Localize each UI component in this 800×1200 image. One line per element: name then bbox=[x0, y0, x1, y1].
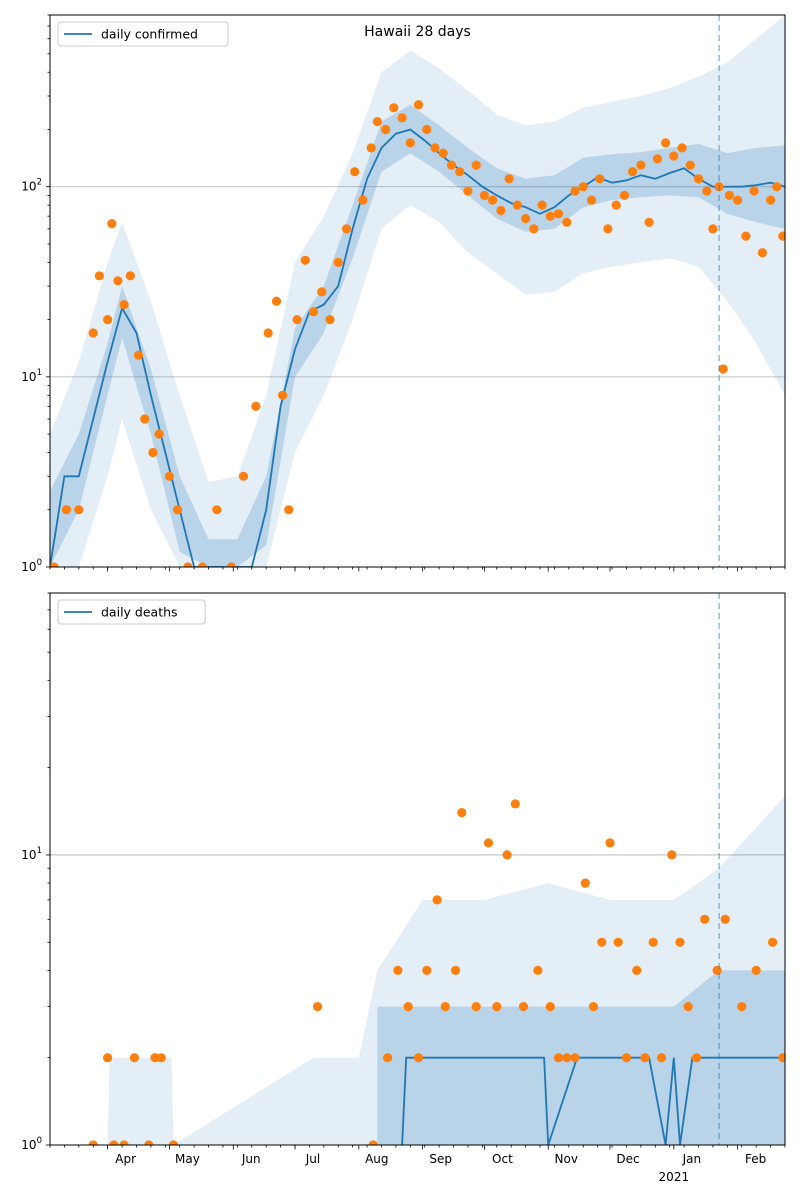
data-point bbox=[708, 224, 717, 233]
data-point bbox=[165, 472, 174, 481]
data-point bbox=[62, 505, 71, 514]
data-point bbox=[239, 472, 248, 481]
data-point bbox=[519, 1002, 528, 1011]
data-point bbox=[678, 143, 687, 152]
data-point bbox=[737, 1002, 746, 1011]
data-point bbox=[492, 1002, 501, 1011]
data-point bbox=[350, 167, 359, 176]
data-point bbox=[538, 201, 547, 210]
y-tick-label-base: 10 bbox=[21, 847, 37, 862]
data-point bbox=[393, 966, 402, 975]
data-point bbox=[472, 161, 481, 170]
data-point bbox=[430, 143, 439, 152]
data-point bbox=[140, 414, 149, 423]
data-point bbox=[778, 232, 787, 241]
data-point bbox=[455, 167, 464, 176]
legend bbox=[58, 600, 205, 624]
data-point bbox=[546, 1002, 555, 1011]
data-point bbox=[636, 161, 645, 170]
data-point bbox=[148, 448, 157, 457]
data-point bbox=[212, 505, 221, 514]
y-tick-label-exponent: 0 bbox=[36, 558, 42, 568]
data-point bbox=[612, 201, 621, 210]
data-point bbox=[496, 206, 505, 215]
data-point bbox=[157, 1053, 166, 1062]
data-point bbox=[562, 218, 571, 227]
data-point bbox=[725, 191, 734, 200]
x-tick-label: Sep bbox=[429, 1152, 452, 1166]
data-point bbox=[686, 161, 695, 170]
data-point bbox=[694, 174, 703, 183]
plot-area bbox=[50, 593, 788, 1150]
data-point bbox=[130, 1053, 139, 1062]
data-point bbox=[317, 287, 326, 296]
data-point bbox=[457, 808, 466, 817]
data-point bbox=[293, 315, 302, 324]
data-point bbox=[74, 505, 83, 514]
data-point bbox=[700, 915, 709, 924]
data-point bbox=[278, 391, 287, 400]
data-point bbox=[484, 838, 493, 847]
data-point bbox=[669, 151, 678, 160]
data-point bbox=[383, 1053, 392, 1062]
data-point bbox=[533, 966, 542, 975]
y-tick-label bbox=[21, 1136, 42, 1152]
data-point bbox=[620, 191, 629, 200]
data-point bbox=[719, 364, 728, 373]
data-point bbox=[529, 224, 538, 233]
data-point bbox=[597, 938, 606, 947]
x-tick-label: Jun bbox=[241, 1152, 261, 1166]
data-point bbox=[750, 186, 759, 195]
data-point bbox=[589, 1002, 598, 1011]
data-point bbox=[301, 256, 310, 265]
y-tick-label bbox=[21, 368, 42, 384]
data-point bbox=[768, 938, 777, 947]
data-point bbox=[414, 100, 423, 109]
data-point bbox=[603, 224, 612, 233]
data-point bbox=[752, 966, 761, 975]
legend-label: daily deaths bbox=[101, 604, 178, 620]
x-tick-label: Dec bbox=[616, 1152, 640, 1166]
data-point bbox=[778, 1053, 787, 1062]
legend bbox=[58, 22, 228, 46]
data-point bbox=[772, 182, 781, 191]
data-point bbox=[398, 113, 407, 122]
x-tick-label: Oct bbox=[492, 1152, 513, 1166]
data-point bbox=[389, 103, 398, 112]
data-point bbox=[342, 224, 351, 233]
y-tick-label-exponent: 1 bbox=[36, 367, 42, 378]
y-tick-label bbox=[21, 558, 42, 574]
data-point bbox=[605, 838, 614, 847]
data-point bbox=[284, 505, 293, 514]
data-point bbox=[264, 328, 273, 337]
y-tick-label-base: 10 bbox=[21, 1138, 37, 1152]
data-point bbox=[381, 125, 390, 134]
data-point bbox=[472, 1002, 481, 1011]
data-point bbox=[126, 271, 135, 280]
data-point bbox=[713, 966, 722, 975]
data-point bbox=[632, 966, 641, 975]
data-point bbox=[309, 307, 318, 316]
data-point bbox=[120, 300, 129, 309]
y-tick-label-exponent: 1 bbox=[36, 845, 42, 856]
data-point bbox=[579, 182, 588, 191]
data-point bbox=[661, 138, 670, 147]
y-tick-label-exponent: 0 bbox=[36, 1136, 42, 1146]
data-point bbox=[766, 196, 775, 205]
panel-2 bbox=[21, 593, 787, 1184]
data-point bbox=[554, 209, 563, 218]
data-point bbox=[667, 850, 676, 859]
data-point bbox=[640, 1053, 649, 1062]
data-point bbox=[433, 895, 442, 904]
data-point bbox=[373, 117, 382, 126]
x-tick-label: May bbox=[175, 1152, 200, 1166]
data-point bbox=[570, 186, 579, 195]
data-point bbox=[702, 186, 711, 195]
data-point bbox=[562, 1053, 571, 1062]
chart-title: Hawaii 28 days bbox=[364, 24, 471, 40]
data-point bbox=[554, 1053, 563, 1062]
data-point bbox=[758, 248, 767, 257]
band-95-area bbox=[50, 15, 785, 567]
data-point bbox=[358, 196, 367, 205]
data-point bbox=[488, 196, 497, 205]
y-tick-label bbox=[21, 178, 42, 194]
data-point bbox=[570, 1053, 579, 1062]
data-point bbox=[422, 966, 431, 975]
legend-label: daily confirmed bbox=[101, 26, 198, 42]
x-year-label: 2021 bbox=[658, 1170, 690, 1184]
data-point bbox=[741, 232, 750, 241]
x-tick-label: Apr bbox=[115, 1152, 137, 1166]
data-point bbox=[675, 938, 684, 947]
data-point bbox=[692, 1053, 701, 1062]
data-point bbox=[733, 196, 742, 205]
data-point bbox=[439, 149, 448, 158]
data-point bbox=[95, 271, 104, 280]
data-point bbox=[422, 125, 431, 134]
data-point bbox=[251, 402, 260, 411]
data-point bbox=[622, 1053, 631, 1062]
data-point bbox=[334, 258, 343, 267]
y-tick-label-base: 10 bbox=[21, 560, 37, 574]
data-point bbox=[89, 328, 98, 337]
data-point bbox=[451, 966, 460, 975]
x-tick-label: Jan bbox=[682, 1152, 702, 1166]
data-point bbox=[103, 1053, 112, 1062]
data-point bbox=[414, 1053, 423, 1062]
data-point bbox=[406, 138, 415, 147]
data-point bbox=[657, 1053, 666, 1062]
y-tick-label bbox=[21, 846, 42, 862]
data-point bbox=[404, 1002, 413, 1011]
data-point bbox=[503, 850, 512, 859]
data-point bbox=[325, 315, 334, 324]
data-point bbox=[480, 191, 489, 200]
data-point bbox=[721, 915, 730, 924]
x-tick-label: Feb bbox=[745, 1152, 767, 1166]
panel-1 bbox=[21, 15, 787, 574]
plot-area bbox=[50, 15, 788, 572]
x-tick-label: Jul bbox=[305, 1152, 321, 1166]
x-tick-label: Aug bbox=[365, 1152, 389, 1166]
data-point bbox=[511, 799, 520, 808]
data-point bbox=[447, 161, 456, 170]
data-point bbox=[367, 143, 376, 152]
data-point bbox=[103, 315, 112, 324]
data-point bbox=[645, 218, 654, 227]
data-point bbox=[521, 214, 530, 223]
data-point bbox=[595, 174, 604, 183]
data-point bbox=[649, 938, 658, 947]
data-point bbox=[272, 297, 281, 306]
data-point bbox=[653, 154, 662, 163]
y-tick-label-base: 10 bbox=[21, 179, 37, 194]
x-tick-label: Nov bbox=[554, 1152, 578, 1166]
data-point bbox=[313, 1002, 322, 1011]
y-tick-label-base: 10 bbox=[21, 369, 37, 384]
data-point bbox=[155, 430, 164, 439]
data-point bbox=[614, 938, 623, 947]
data-point bbox=[173, 505, 182, 514]
data-point bbox=[113, 276, 122, 285]
data-point bbox=[441, 1002, 450, 1011]
y-tick-label-exponent: 2 bbox=[36, 177, 42, 188]
data-point bbox=[684, 1002, 693, 1011]
data-point bbox=[628, 167, 637, 176]
data-point bbox=[505, 174, 514, 183]
data-point bbox=[463, 186, 472, 195]
data-point bbox=[581, 879, 590, 888]
data-point bbox=[513, 201, 522, 210]
data-point bbox=[546, 212, 555, 221]
data-point bbox=[107, 219, 116, 228]
data-point bbox=[587, 196, 596, 205]
data-point bbox=[134, 351, 143, 360]
